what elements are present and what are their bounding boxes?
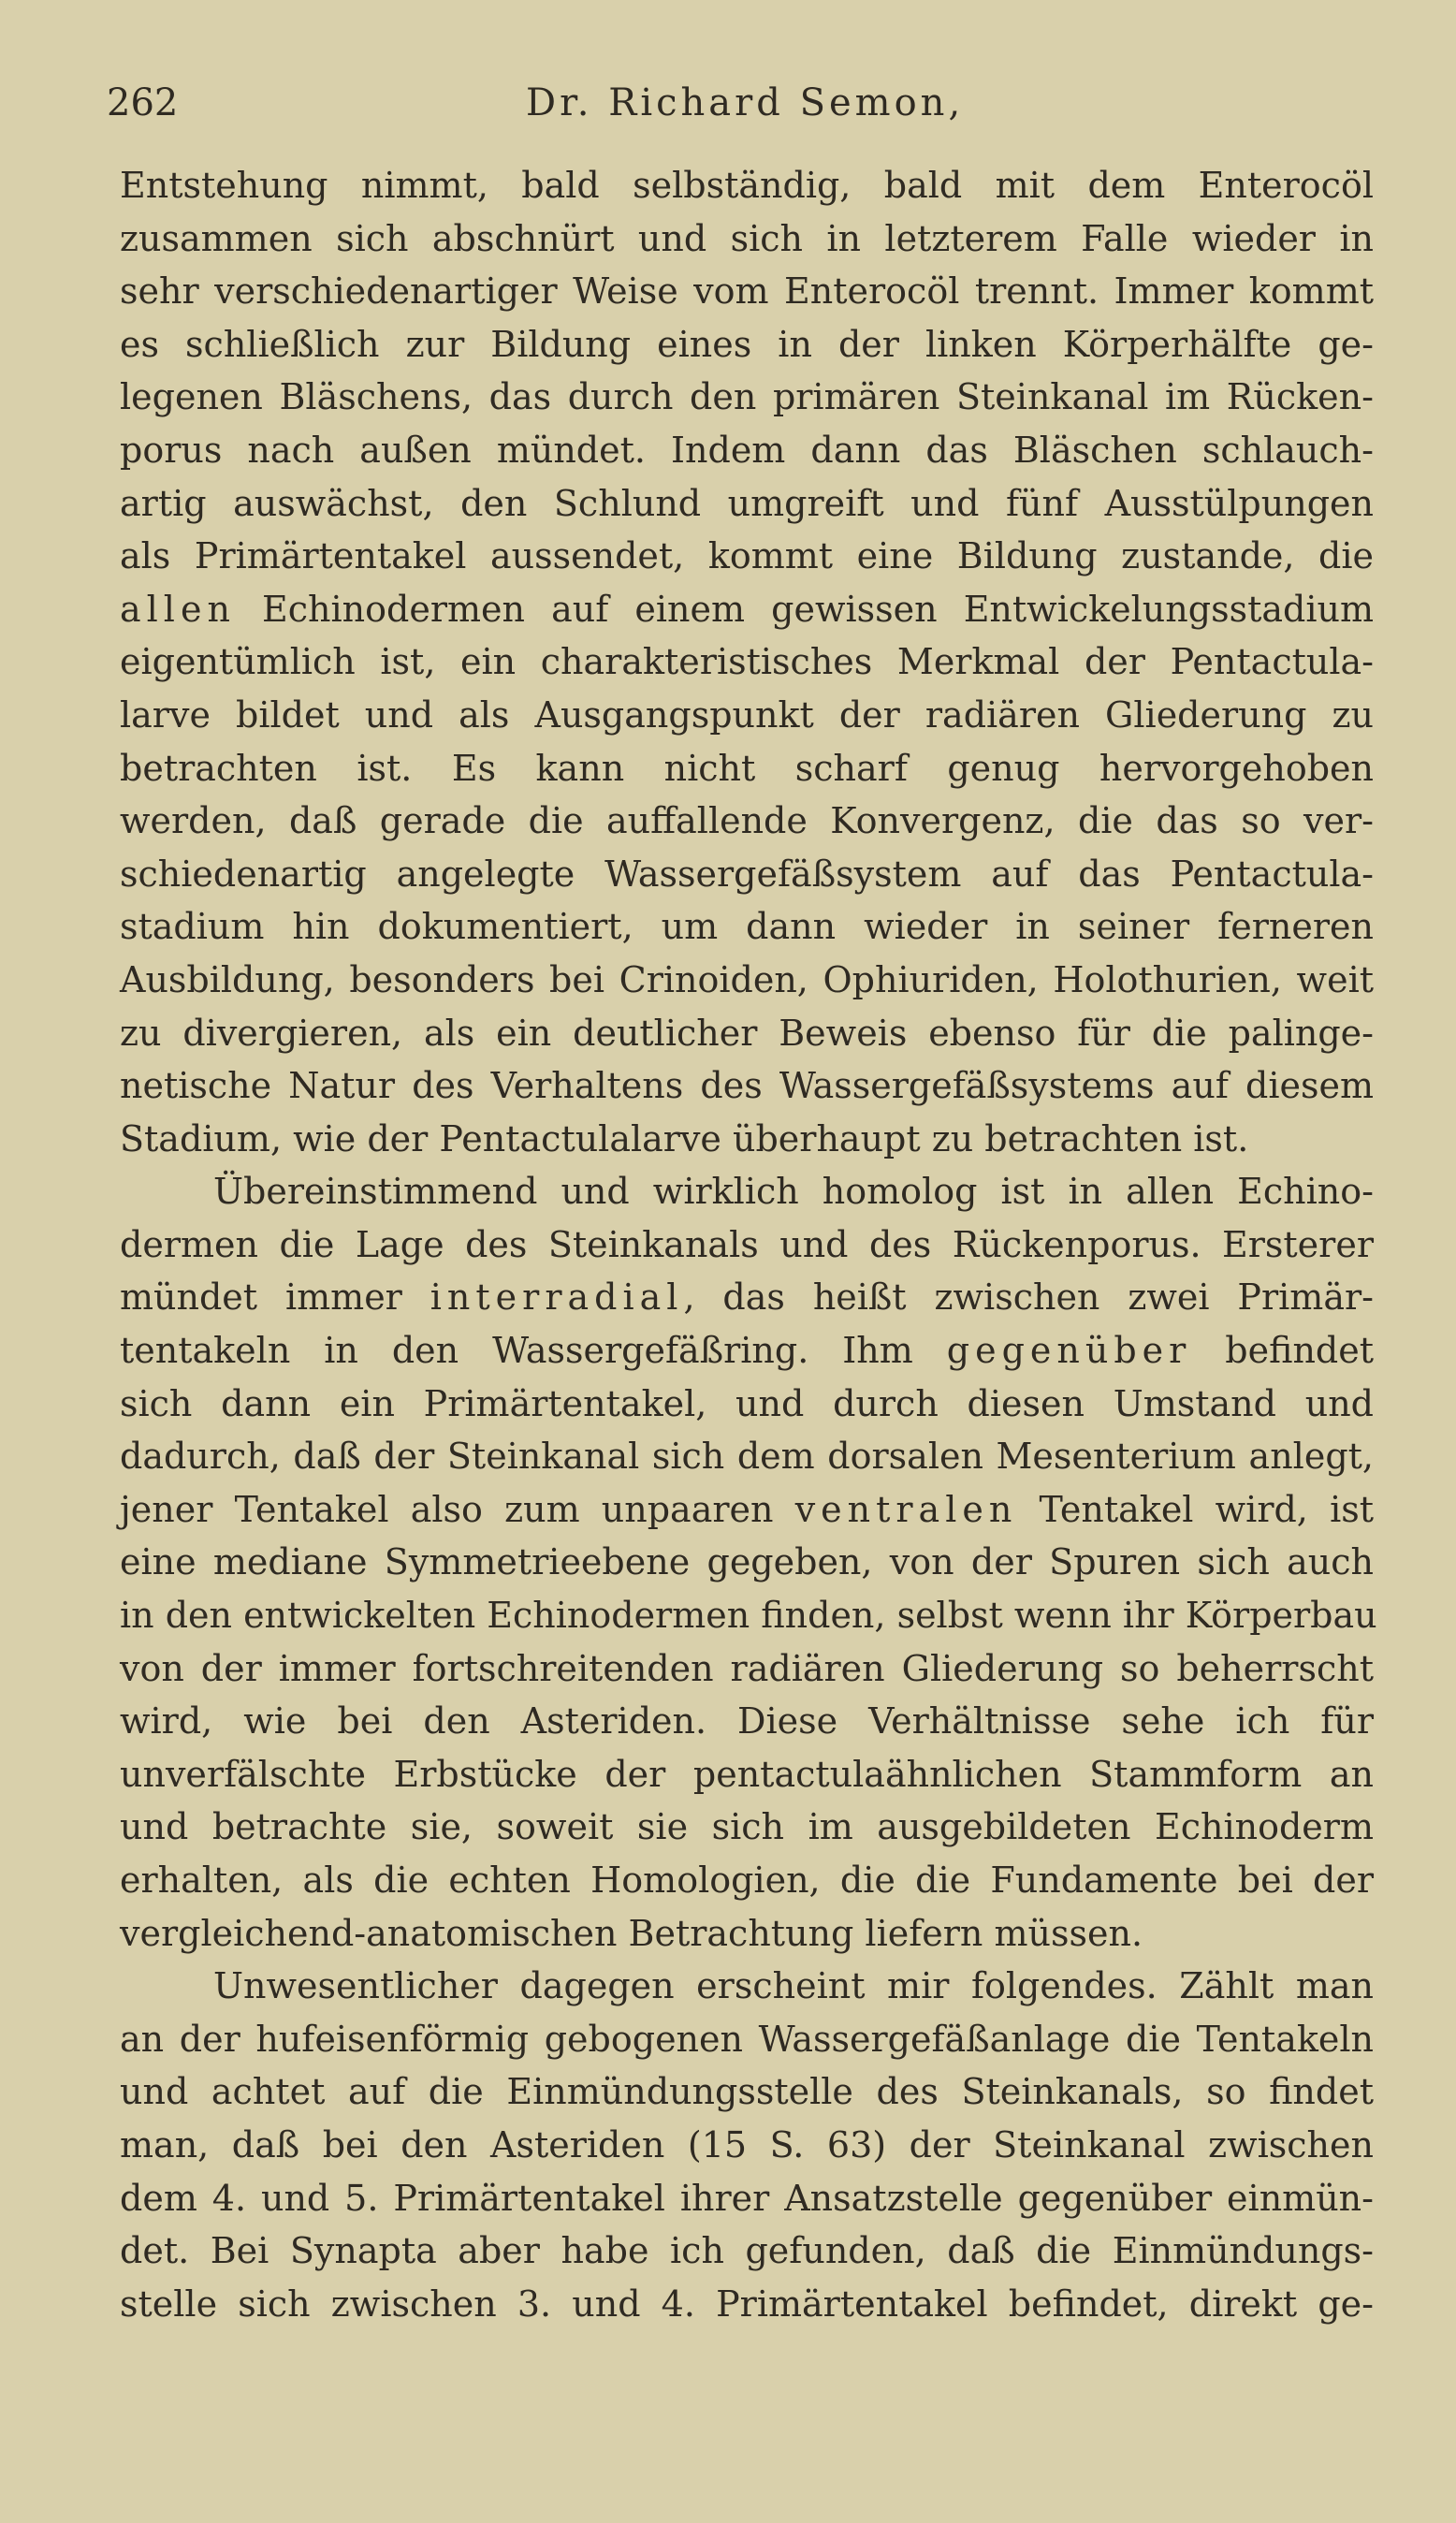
text-line: Ausbildung, besonders bei Crinoiden, Ophiuriden, Holothurien, weit: [120, 958, 1374, 1000]
page-number: 262: [107, 81, 179, 124]
text-line: unverfälschte Erbstücke der pentactulaähnlichen Stammform an: [120, 1753, 1374, 1795]
text-line: stadium hin dokumentiert, um dann wieder in seiner ferneren: [120, 906, 1374, 948]
text-line: [120, 583, 1374, 636]
text-line: dem 4. und 5. Primärtentakel ihrer Ansatzstelle gegenüber einmün-: [120, 2177, 1374, 2219]
text-line: larve bildet und als Ausgangspunkt der radiären Gliederung zu: [120, 693, 1374, 736]
text-line: schiedenartig angelegte Wassergefäßsystem auf das Pentactula-: [120, 853, 1374, 895]
text-line: sich dann ein Primärtentakel, und durch diesen Umstand und: [120, 1382, 1374, 1424]
spaced-emphasis: interradial: [430, 1276, 684, 1319]
text-segment: befindet: [1191, 1330, 1374, 1372]
text-line: legenen Bläschens, das durch den primären Steinkanal im Rücken-: [120, 376, 1374, 418]
text-line: stelle sich zwischen 3. und 4. Primärtentakel befindet, direkt ge-: [120, 2282, 1374, 2325]
body-text: [120, 159, 1377, 2330]
text-segment: tentakeln in den Wassergefäßring. Ihm: [120, 1330, 947, 1372]
text-line: sehr verschiedenartiger Weise vom Enterocöl trennt. Immer kommt: [120, 270, 1374, 313]
text-line: zu divergieren, als ein deutlicher Beweis ebenso für die palinge-: [120, 1012, 1374, 1054]
text-line: artig auswächst, den Schlund umgreift und fünf Ausstülpungen: [120, 482, 1374, 524]
text-line: eigentümlich ist, ein charakteristisches Merkmal der Pentactula-: [120, 641, 1374, 683]
text-line: und betrachte sie, soweit sie sich im ausgebildeten Echinoderm: [120, 1806, 1374, 1848]
text-line: eine mediane Symmetrieebene gegeben, von der Spuren sich auch: [120, 1541, 1374, 1583]
text-line: es schließlich zur Bildung eines in der linken Körperhälfte ge-: [120, 323, 1374, 365]
text-line: porus nach außen mündet. Indem dann das Bläschen schlauch-: [120, 429, 1374, 471]
text-line: [120, 1271, 1374, 1324]
text-line: an der hufeisenförmig gebogenen Wassergefäßanlage die Tentakeln: [120, 2018, 1374, 2060]
text-line: Unwesentlicher dagegen erscheint mir folgendes. Zählt man: [213, 1965, 1374, 2007]
text-line: Übereinstimmend und wirklich homolog ist in allen Echino-: [213, 1171, 1374, 1213]
text-segment: mündet immer: [120, 1276, 430, 1319]
text-line: Entstehung nimmt, bald selbständig, bald mit dem Enterocöl: [120, 165, 1374, 206]
text-line: zusammen sich abschnürt und sich in letzterem Falle wieder in: [120, 217, 1374, 259]
text-line: vergleichend-anatomischen Betrachtung liefern müssen.: [120, 1912, 1143, 1954]
text-line: in den entwickelten Echinodermen finden, selbst wenn ihr Körperbau: [120, 1595, 1377, 1637]
spaced-emphasis: ventralen: [794, 1488, 1018, 1530]
text-line: netische Natur des Verhaltens des Wassergefäßsystems auf diesem: [120, 1065, 1374, 1107]
spaced-emphasis: allen: [120, 588, 236, 630]
text-line: werden, daß gerade die auffallende Konvergenz, die das so ver-: [120, 800, 1374, 842]
text-line: von der immer fortschreitenden radiären Gliederung so beherrscht: [120, 1647, 1374, 1689]
text-line: Stadium, wie der Pentactulalarve überhaupt zu betrachten ist.: [120, 1117, 1249, 1159]
text-line: betrachten ist. Es kann nicht scharf genug hervorgehoben: [120, 747, 1374, 789]
text-line: wird, wie bei den Asteriden. Diese Verhältnisse sehe ich für: [120, 1700, 1374, 1743]
text-line: dadurch, daß der Steinkanal sich dem dorsalen Mesenterium anlegt,: [120, 1436, 1374, 1478]
text-line: dermen die Lage des Steinkanals und des Rückenporus. Ersterer: [120, 1223, 1374, 1265]
text-segment: , das heißt zwischen zwei Primär-: [683, 1276, 1374, 1319]
text-segment: Tentakel wird, ist: [1017, 1488, 1374, 1530]
text-line: erhalten, als die echten Homologien, die die Fundamente bei der: [120, 1859, 1374, 1901]
text-line: [120, 1483, 1374, 1537]
text-line: und achtet auf die Einmündungsstelle des Steinkanals, so findet: [120, 2071, 1374, 2113]
running-head: Dr. Richard Semon,: [526, 81, 965, 124]
text-line: [120, 1324, 1374, 1378]
text-line: als Primärtentakel aussendet, kommt eine Bildung zustande, die: [120, 535, 1374, 577]
text-line: man, daß bei den Asteriden (15 S. 63) der Steinkanal zwischen: [120, 2123, 1374, 2166]
spaced-emphasis: gegenüber: [946, 1330, 1192, 1372]
page-header: [107, 73, 1370, 133]
text-segment: jener Tentakel also zum unpaaren: [120, 1488, 795, 1530]
text-segment: Echinodermen auf einem gewissen Entwickelungsstadium: [235, 588, 1374, 630]
text-line: det. Bei Synapta aber habe ich gefunden, daß die Einmündungs-: [120, 2230, 1374, 2272]
